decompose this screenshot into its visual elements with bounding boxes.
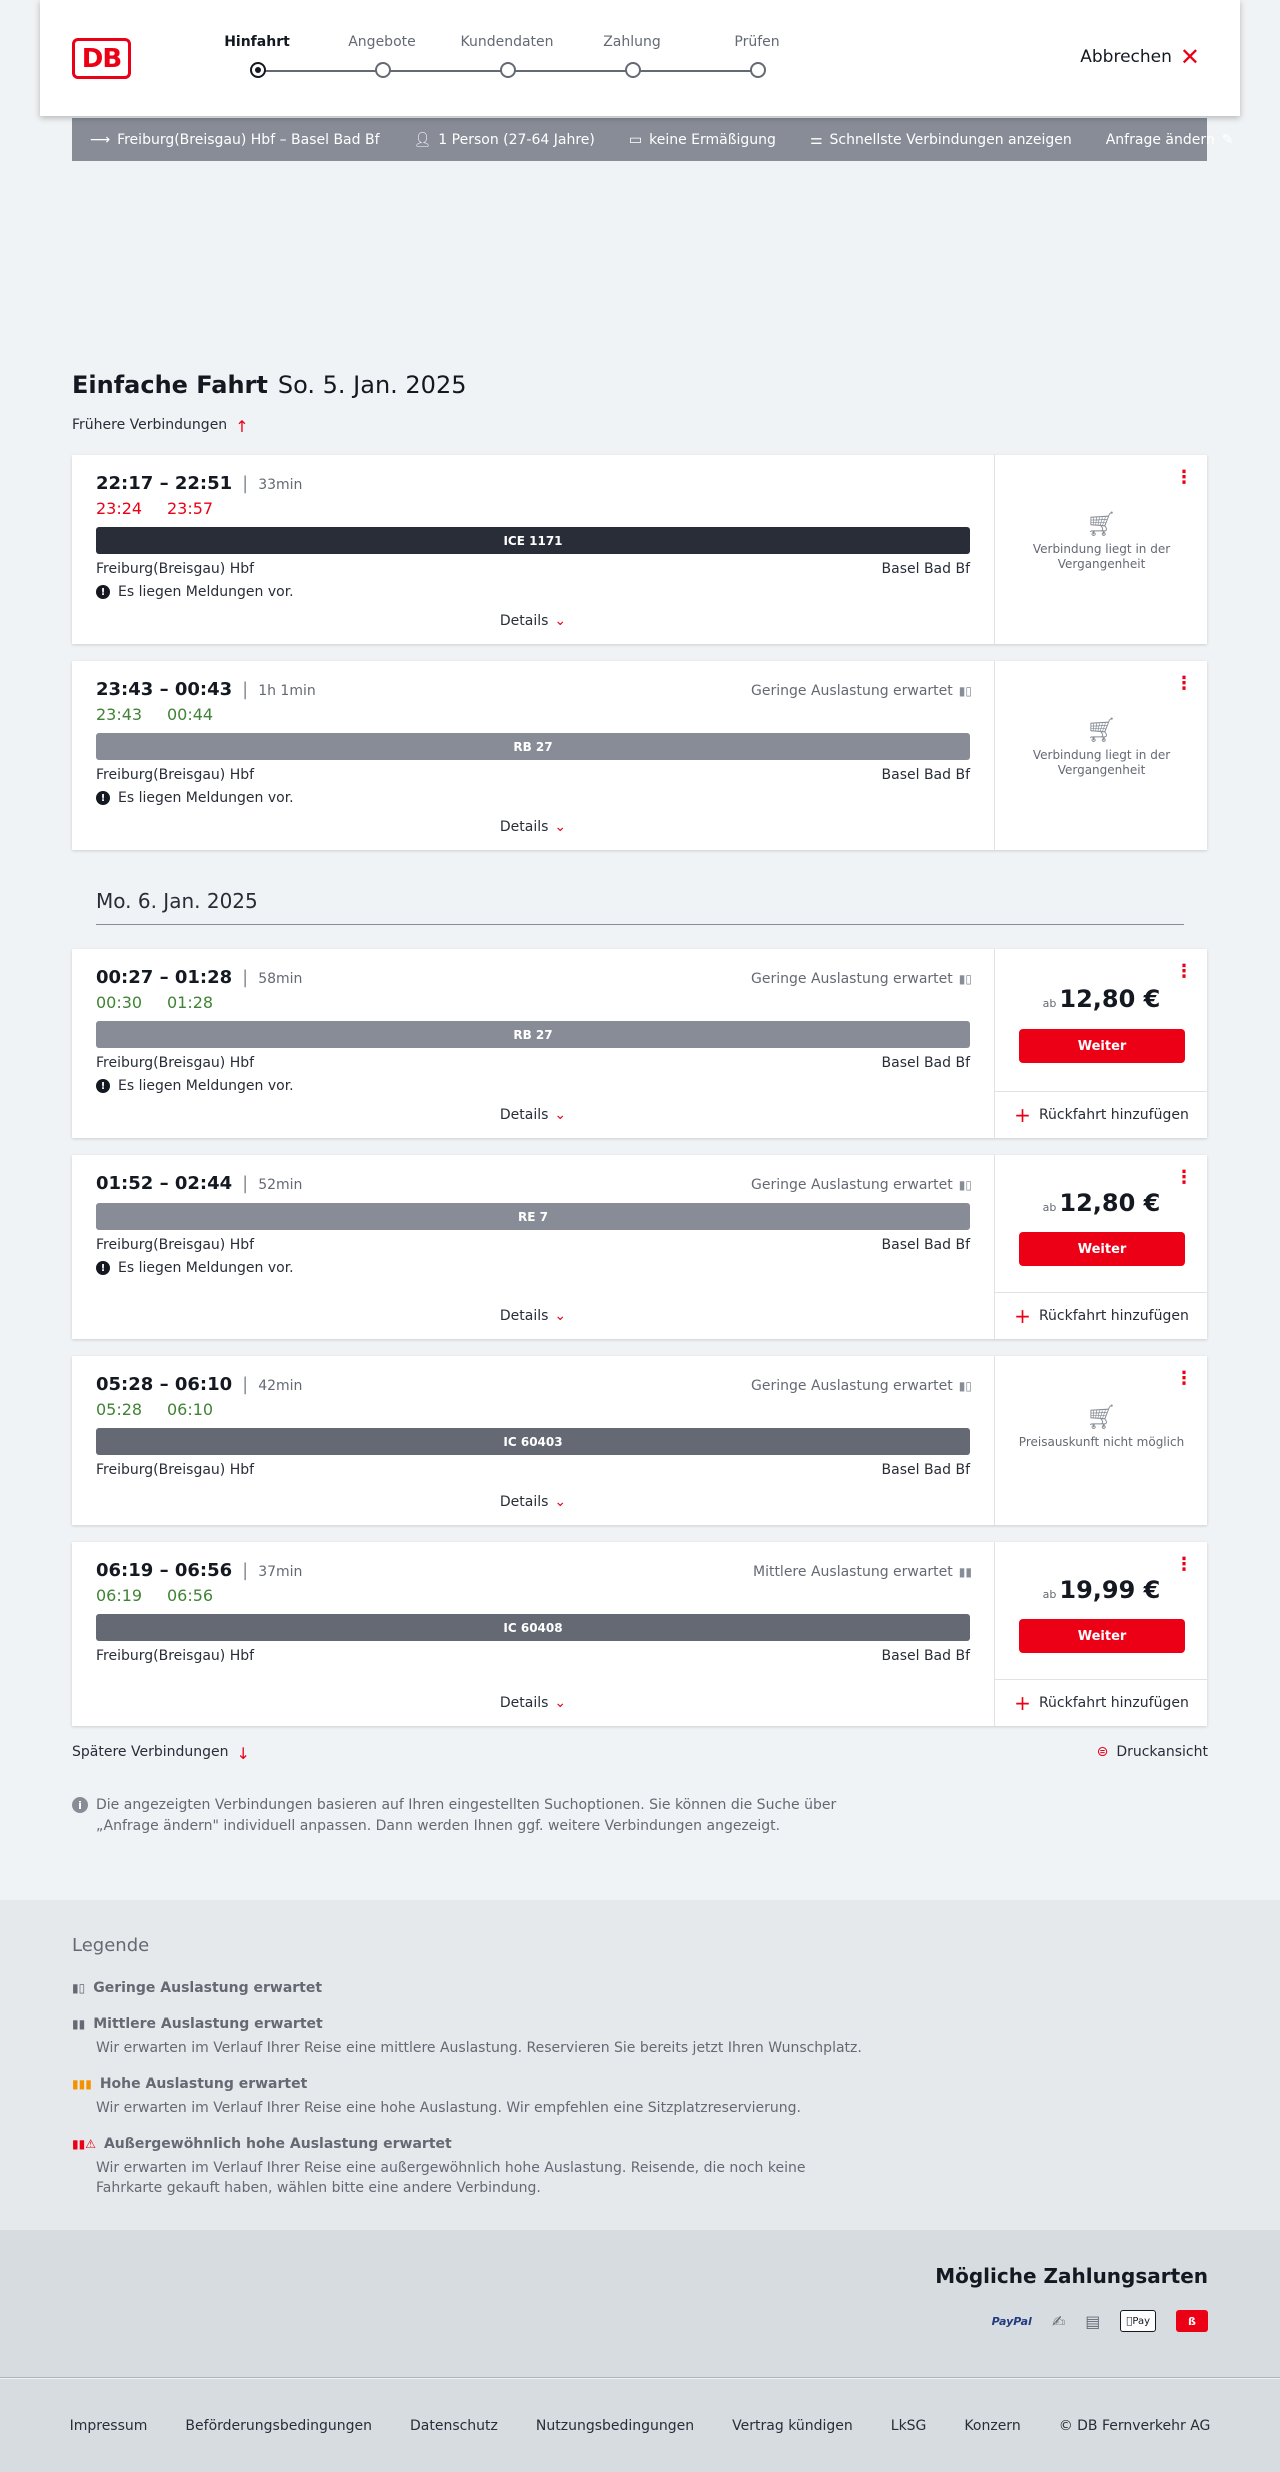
past-notice: 🛒︎ Verbindung liegt in der Vergangenheit [995, 723, 1208, 778]
connection-card [72, 1356, 1207, 1525]
plus-icon: + [1014, 1304, 1031, 1328]
connection-main [72, 1356, 994, 1525]
alert-icon: ! [96, 585, 110, 599]
extreme-load-icon: ▮▮⚠ [72, 2137, 96, 2151]
legend-section [0, 1900, 1280, 2230]
details-toggle[interactable]: Details ⌄ [499, 1695, 567, 1711]
connection-main [72, 1155, 994, 1339]
connection-times: 00:27 – 01:28 | 58min [96, 967, 303, 988]
load-indicator: Geringe Auslastung erwartet ▮▯ [751, 683, 972, 699]
day-separator: Mo. 6. Jan. 2025 [96, 889, 1184, 925]
paypal-icon: PayPal [991, 2314, 1032, 2328]
message-notice: ! Es liegen Meldungen vor. [96, 1078, 294, 1094]
connection-card [72, 949, 1207, 1138]
cart-unavailable-icon: 🛒︎ [1086, 510, 1117, 538]
chevron-down-icon: ⌄ [554, 1308, 567, 1324]
connection-offer [994, 1155, 1207, 1339]
step-kundendaten: Kundendaten [452, 34, 562, 56]
low-load-icon: ▮▯ [958, 1178, 972, 1192]
details-toggle[interactable]: Details ⌄ [499, 819, 567, 835]
arrow-up-icon: ↑ [235, 417, 249, 436]
add-return-button[interactable]: + Rückfahrt hinzufügen [995, 1091, 1208, 1138]
medium-load-icon: ▮▮ [958, 1565, 972, 1579]
later-connections-link[interactable]: Spätere Verbindungen ↓ [72, 1744, 250, 1763]
more-options-icon[interactable]: ⋮ [1175, 673, 1193, 694]
low-load-icon: ▮▯ [958, 1379, 972, 1393]
departure-station: Freiburg(Breisgau) Hbf [96, 1462, 255, 1478]
realtime-departure: 23:24 [96, 499, 143, 518]
departure-station: Freiburg(Breisgau) Hbf [96, 1648, 255, 1664]
cart-unavailable-icon: 🛒︎ [1086, 1403, 1117, 1431]
high-load-icon: ▮▮▮ [72, 2077, 92, 2091]
price: ab 19,99 € [1042, 1576, 1161, 1604]
booking-stepper [210, 34, 780, 84]
connection-times: 22:17 – 22:51 | 33min [96, 473, 303, 494]
arrival-station: Basel Bad Bf [881, 561, 970, 577]
continue-button[interactable]: Weiter [1019, 1232, 1185, 1266]
medium-load-icon: ▮▮ [72, 2017, 86, 2031]
connection-card [72, 1542, 1207, 1726]
persons-summary: 👤︎ 1 Person (27-64 Jahre) [413, 131, 595, 148]
train-bar[interactable]: RB 27 [96, 1021, 970, 1048]
connection-main [72, 949, 994, 1138]
more-options-icon[interactable]: ⋮ [1175, 467, 1193, 488]
plus-icon: + [1014, 1103, 1031, 1127]
details-toggle[interactable]: Details ⌄ [499, 1107, 567, 1123]
legend-item-low: ▮▯ Geringe Auslastung erwartet [72, 1980, 323, 1996]
discount-summary: ▭ keine Ermäßigung [628, 131, 776, 148]
payment-methods [992, 2310, 1208, 2332]
realtime-arrival: 06:56 [167, 1586, 214, 1605]
add-return-button[interactable]: + Rückfahrt hinzufügen [995, 1679, 1208, 1726]
step-dot [250, 62, 266, 78]
print-view-link[interactable]: ⊜ Druckansicht [1096, 1744, 1208, 1760]
connection-times: 06:19 – 06:56 | 37min [96, 1560, 303, 1581]
close-icon: ✕ [1179, 43, 1200, 71]
cancel-button[interactable]: Abbrechen ✕ [1080, 43, 1200, 71]
alert-icon: ! [96, 1079, 110, 1093]
arrival-station: Basel Bad Bf [881, 767, 970, 783]
step-zahlung: Zahlung [577, 34, 687, 56]
step-dot [625, 62, 641, 78]
footer-link-lksg[interactable]: LkSG [890, 2417, 927, 2434]
footer-link-datenschutz[interactable]: Datenschutz [409, 2417, 498, 2434]
payment-title: Mögliche Zahlungsarten [935, 2264, 1208, 2288]
train-bar[interactable]: RB 27 [96, 733, 970, 760]
info-icon: i [72, 1797, 88, 1813]
departure-station: Freiburg(Breisgau) Hbf [96, 1055, 255, 1071]
arrow-right-icon: ⟶ [90, 131, 111, 148]
connection-main [72, 661, 994, 850]
direct-debit-icon: ▤ [1085, 2311, 1101, 2331]
connection-offer [994, 1542, 1207, 1726]
connection-card [72, 455, 1207, 644]
arrival-station: Basel Bad Bf [881, 1237, 970, 1253]
footer-copyright: © DB Fernverkehr AG [1058, 2417, 1211, 2434]
departure-station: Freiburg(Breisgau) Hbf [96, 767, 255, 783]
realtime-arrival: 06:10 [167, 1400, 214, 1419]
more-options-icon[interactable]: ⋮ [1175, 1167, 1193, 1188]
chevron-down-icon: ⌄ [554, 1695, 567, 1711]
departure-station: Freiburg(Breisgau) Hbf [96, 561, 255, 577]
legend-item-medium: ▮▮ Mittlere Auslastung erwartet Wir erwarten im Verlauf Ihrer Reise eine mittlere Auslastung. Reservieren Sie bereits jetzt Ihren Wunschplatz. [72, 2016, 862, 2056]
alert-icon: ! [96, 791, 110, 805]
footer-link-vertrag-kuendigen[interactable]: Vertrag kündigen [732, 2417, 853, 2434]
connection-offer [994, 661, 1207, 850]
message-notice: ! Es liegen Meldungen vor. [96, 1260, 294, 1276]
details-toggle[interactable]: Details ⌄ [499, 1308, 567, 1324]
legend-item-high: ▮▮▮ Hohe Auslastung erwartet Wir erwarten im Verlauf Ihrer Reise eine hohe Auslastung. Wir empfehlen eine Sitzplatzreservierung. [72, 2076, 801, 2116]
search-info-note: i Die angezeigten Verbindungen basieren auf Ihren eingestellten Suchoptionen. Sie können die Suche über „Anfrage ändern" individuell anpassen. Dann werden Ihnen ggf. weitere Verbindungen angezeigt. [72, 1795, 852, 1837]
connection-main [72, 455, 994, 644]
realtime-arrival: 23:57 [167, 499, 214, 518]
load-indicator: Geringe Auslastung erwartet ▮▯ [751, 1378, 972, 1394]
payment-section [0, 2230, 1280, 2378]
departure-station: Freiburg(Breisgau) Hbf [96, 1237, 255, 1253]
connection-times: 05:28 – 06:10 | 42min [96, 1374, 303, 1395]
price: ab 12,80 € [1042, 1189, 1161, 1217]
arrival-station: Basel Bad Bf [881, 1462, 970, 1478]
realtime-departure: 06:19 [96, 1586, 143, 1605]
step-dot [500, 62, 516, 78]
db-payment-icon: ß [1176, 2310, 1208, 2332]
train-bar[interactable]: IC 60408 [96, 1614, 970, 1641]
more-options-icon[interactable]: ⋮ [1175, 1554, 1193, 1575]
step-dot [375, 62, 391, 78]
change-request-button[interactable]: Anfrage ändern ✎ [1105, 131, 1234, 148]
print-icon: ⊜ [1096, 1744, 1109, 1760]
arrival-station: Basel Bad Bf [881, 1648, 970, 1664]
step-hinfahrt: Hinfahrt [202, 34, 312, 56]
continue-button[interactable]: Weiter [1019, 1619, 1185, 1653]
price: ab 12,80 € [1042, 985, 1161, 1013]
low-load-icon: ▮▯ [958, 972, 972, 986]
person-icon: 👤︎ [413, 131, 432, 148]
footer-link-nutzungsbedingungen[interactable]: Nutzungsbedingungen [535, 2417, 695, 2434]
connection-offer [994, 949, 1207, 1138]
more-options-icon[interactable]: ⋮ [1175, 1368, 1193, 1389]
connection-card [72, 661, 1207, 850]
chevron-down-icon: ⌄ [554, 1107, 567, 1123]
load-indicator: Geringe Auslastung erwartet ▮▯ [751, 1177, 972, 1193]
details-toggle[interactable]: Details ⌄ [499, 1494, 567, 1510]
footer [0, 2379, 1280, 2472]
realtime-departure: 23:43 [96, 705, 143, 724]
chevron-down-icon: ⌄ [554, 613, 567, 629]
message-notice: ! Es liegen Meldungen vor. [96, 584, 294, 600]
apple-pay-icon: Pay [1120, 2310, 1156, 2332]
connection-times: 01:52 – 02:44 | 52min [96, 1173, 303, 1194]
realtime-departure: 00:30 [96, 993, 143, 1012]
no-price-notice: 🛒︎ Preisauskunft nicht möglich [995, 1410, 1208, 1450]
step-angebote: Angebote [327, 34, 437, 56]
pencil-icon: ✎ [1221, 131, 1234, 148]
connection-times: 23:43 – 00:43 | 1h 1min [96, 679, 316, 700]
earlier-connections-link[interactable]: Frühere Verbindungen ↑ [72, 417, 249, 436]
fastest-toggle[interactable]: ⚌ Schnellste Verbindungen anzeigen [809, 131, 1072, 148]
chevron-down-icon: ⌄ [554, 819, 567, 835]
connection-card [72, 1155, 1207, 1339]
continue-button[interactable]: Weiter [1019, 1029, 1185, 1063]
legend-item-extreme: ▮▮⚠ Außergewöhnlich hohe Auslastung erwartet Wir erwarten im Verlauf Ihrer Reise eine außergewöhnlich hohe Auslastung. Reisende, die noch keine Fahrkarte gekauft haben, wählen bitte eine andere Verbindung. [72, 2136, 806, 2196]
card-icon: ▭ [628, 131, 643, 148]
plus-icon: + [1014, 1691, 1031, 1715]
step-dot [750, 62, 766, 78]
top-navigation [40, 0, 1240, 116]
details-toggle[interactable]: Details ⌄ [499, 613, 567, 629]
arrow-down-icon: ↓ [236, 1744, 250, 1763]
realtime-departure: 05:28 [96, 1400, 143, 1419]
cart-unavailable-icon: 🛒︎ [1086, 716, 1117, 744]
step-pruefen: Prüfen [702, 34, 812, 56]
more-options-icon[interactable]: ⋮ [1175, 961, 1193, 982]
low-load-icon: ▮▯ [72, 1981, 86, 1995]
credit-card-icon: ✍ [1051, 2311, 1066, 2331]
search-summary-bar [72, 118, 1234, 161]
footer-link-impressum[interactable]: Impressum [69, 2417, 148, 2434]
filter-icon: ⚌ [809, 131, 823, 148]
message-notice: ! Es liegen Meldungen vor. [96, 790, 294, 806]
footer-link-befoerderungsbedingungen[interactable]: Beförderungsbedingungen [185, 2417, 372, 2434]
connection-main [72, 1542, 994, 1726]
footer-link-konzern[interactable]: Konzern [964, 2417, 1021, 2434]
connection-offer [994, 1356, 1207, 1525]
route-summary: ⟶ Freiburg(Breisgau) Hbf – Basel Bad Bf [90, 131, 380, 148]
train-bar[interactable]: RE 7 [96, 1203, 970, 1230]
realtime-arrival: 01:28 [167, 993, 214, 1012]
chevron-down-icon: ⌄ [554, 1494, 567, 1510]
connection-offer [994, 455, 1207, 644]
db-logo[interactable]: DB [72, 38, 131, 79]
arrival-station: Basel Bad Bf [881, 1055, 970, 1071]
realtime-arrival: 00:44 [167, 705, 214, 724]
legend-title: Legende [72, 1935, 150, 1956]
add-return-button[interactable]: + Rückfahrt hinzufügen [995, 1292, 1208, 1339]
low-load-icon: ▮▯ [958, 684, 972, 698]
train-bar[interactable]: ICE 1171 [96, 527, 970, 554]
load-indicator: Geringe Auslastung erwartet ▮▯ [751, 971, 972, 987]
train-bar[interactable]: IC 60403 [96, 1428, 970, 1455]
load-indicator: Mittlere Auslastung erwartet ▮▮ [752, 1564, 972, 1580]
past-notice: 🛒︎ Verbindung liegt in der Vergangenheit [995, 517, 1208, 572]
alert-icon: ! [96, 1261, 110, 1275]
page-title: Einfache Fahrt So. 5. Jan. 2025 [72, 371, 467, 399]
